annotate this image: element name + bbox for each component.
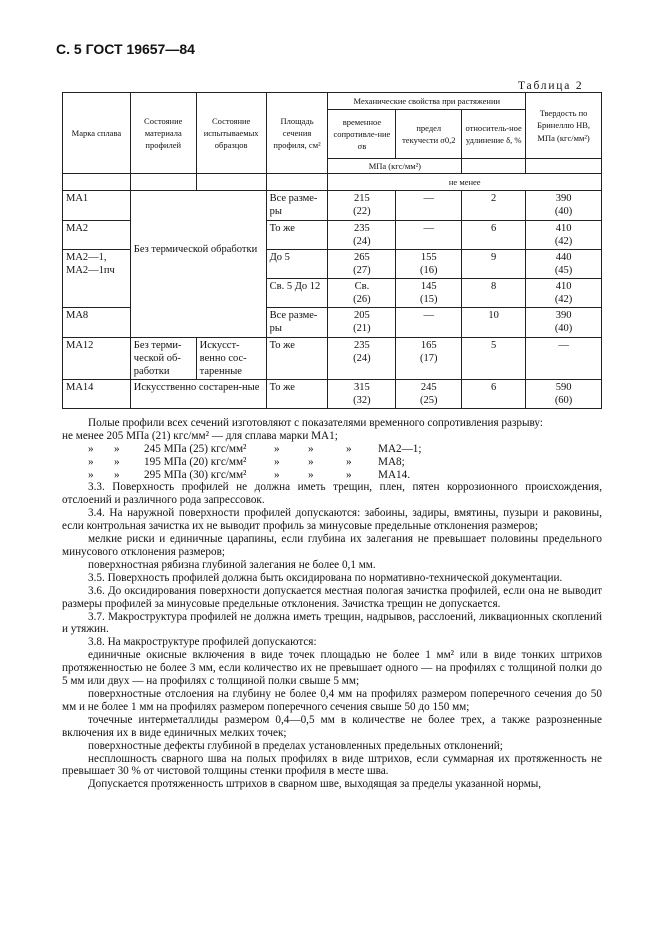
col-tensile-header: временное сопротивле-ние σв bbox=[328, 110, 396, 159]
cell-sample-state: Искусст-венно сос-таренные bbox=[196, 337, 266, 379]
cell-yield bbox=[396, 279, 462, 308]
hb-kgf: (42) bbox=[554, 294, 573, 306]
yield-mpa: 155 bbox=[420, 251, 437, 263]
cell-hardness bbox=[526, 249, 602, 278]
hollow-list bbox=[62, 443, 602, 482]
list-item bbox=[88, 456, 602, 469]
cell-grade: МА2 bbox=[63, 220, 131, 249]
paragraph: единичные окисные включения в виде точек площадью не более 1 мм² или в виде тонких штрихов протяженностью не более 3 мм, если количество их не превышает одного — на профилях с толщиной полки до 5 мм или двух — на профилях с толщиной полки свыше 5 мм; bbox=[62, 649, 602, 688]
spacer-cell bbox=[526, 159, 602, 174]
yield-mpa: 245 bbox=[420, 381, 437, 393]
cell-grade: МА1 bbox=[63, 191, 131, 220]
tensile-kgf: (24) bbox=[353, 352, 371, 364]
paragraph-3-3: 3.3. Поверхность профилей не должна иметь трещин, плен, пятен коррозионного происхождения, отслоений и различного рода запрессовок. bbox=[62, 481, 602, 507]
hb-mpa: 410 bbox=[555, 281, 572, 293]
paragraph: точечные интерметаллиды размером 0,4—0,5 мм в количестве не более трех, а также разрозненные включения их в виде единичных мелких точек; bbox=[62, 713, 602, 739]
cell-yield bbox=[396, 220, 462, 249]
cell-hardness bbox=[526, 379, 602, 408]
ditto-mark: » bbox=[88, 468, 94, 481]
tensile-mpa: 215 bbox=[354, 193, 370, 205]
tensile-kgf: (24) bbox=[353, 235, 371, 247]
col-area-header: Площадь сечения профиля, см² bbox=[266, 93, 328, 174]
table-caption: Таблица 2 bbox=[518, 80, 584, 92]
ditto-mark: » bbox=[114, 468, 120, 481]
paragraph: Допускается протяженность штрихов в сварном шве, выходящая за пределы указанной нормы, bbox=[88, 778, 542, 791]
yield-kgf: (17) bbox=[420, 352, 438, 364]
ditto-mark: » bbox=[274, 455, 280, 468]
col-yield-header: предел текучести σ0,2 bbox=[396, 110, 462, 159]
cell-tensile bbox=[328, 249, 396, 278]
ditto-mark: » bbox=[308, 442, 314, 455]
ditto-mark: » bbox=[114, 442, 120, 455]
cell-grade: МА12 bbox=[63, 337, 131, 379]
cell-yield bbox=[396, 308, 462, 337]
list-value: 195 МПа (20) кгс/мм² bbox=[144, 455, 247, 468]
cell-elong: 8 bbox=[462, 279, 526, 308]
list-item bbox=[88, 469, 602, 482]
yield-mpa: — bbox=[423, 193, 435, 205]
ditto-mark: » bbox=[346, 455, 352, 468]
cell-merged-state-ma14: Искусственно состарен-ные bbox=[130, 379, 266, 408]
ditto-mark: » bbox=[274, 442, 280, 455]
ditto-mark: » bbox=[346, 442, 352, 455]
hb-kgf: (42) bbox=[554, 235, 573, 247]
cell-hardness bbox=[526, 279, 602, 308]
tensile-kgf: (32) bbox=[353, 395, 371, 407]
tensile-mpa: 315 bbox=[354, 381, 370, 393]
ditto-mark: » bbox=[114, 455, 120, 468]
cell-elong: 2 bbox=[462, 191, 526, 220]
tensile-mpa: Св. bbox=[354, 281, 370, 293]
spacer-cell bbox=[462, 159, 526, 174]
hb-mpa: 440 bbox=[555, 251, 572, 263]
hb-kgf: (40) bbox=[554, 323, 573, 335]
hb-mpa: 410 bbox=[555, 222, 572, 234]
yield-mpa: — bbox=[423, 222, 435, 234]
yield-mpa: — bbox=[423, 310, 435, 322]
ditto-mark: » bbox=[346, 468, 352, 481]
tensile-kgf: (22) bbox=[353, 206, 371, 218]
cell-tensile bbox=[328, 279, 396, 308]
list-grade: МА8; bbox=[378, 455, 405, 468]
paragraph-3-8: 3.8. На макроструктуре профилей допускаются: bbox=[88, 636, 317, 649]
cell-area: То же bbox=[266, 220, 328, 249]
hb-mpa: — bbox=[558, 339, 569, 351]
list-grade: МА14. bbox=[378, 468, 411, 481]
ditto-mark: » bbox=[274, 468, 280, 481]
cell-elong: 6 bbox=[462, 379, 526, 408]
ditto-mark: » bbox=[308, 468, 314, 481]
cell-area: Все разме-ры bbox=[266, 308, 328, 337]
paragraph: поверхностные дефекты глубиной в пределах установленных предельных отклонений; bbox=[88, 739, 503, 752]
properties-table bbox=[62, 92, 602, 409]
paragraph-3-4: 3.4. На наружной поверхности профилей допускаются: забоины, задиры, вмятины, пузыри и раковины, если контрольная зачистка их не выводит профиль за минусовые предельные отклонения размеров; bbox=[62, 507, 602, 533]
table-row bbox=[63, 379, 602, 408]
paragraph-3-7: 3.7. Макроструктура профилей не должна иметь трещин, надрывов, расслоений, ликвационных скоплений и утяжин. bbox=[62, 610, 602, 636]
spacer-cell bbox=[266, 174, 328, 191]
cell-elong: 5 bbox=[462, 337, 526, 379]
cell-material-state: Без терми-ческой об-работки bbox=[130, 337, 196, 379]
paragraph: несплошность сварного шва на полых профилях в виде штрихов, если суммарная их протяженность не превышает 30 % от чистовой толщины стенки профиля в месте шва. bbox=[62, 752, 602, 778]
cell-area: До 5 bbox=[266, 249, 328, 278]
list-value: 295 МПа (30) кгс/мм² bbox=[144, 468, 247, 481]
ditto-mark: » bbox=[88, 455, 94, 468]
cell-yield bbox=[396, 379, 462, 408]
cell-tensile bbox=[328, 220, 396, 249]
cell-elong: 9 bbox=[462, 249, 526, 278]
paragraph: мелкие риски и единичные царапины, если глубина их залегания не превышает половины предельного минусового отклонения размеров; bbox=[62, 533, 602, 559]
cell-area: То же bbox=[266, 337, 328, 379]
paragraph: не менее 205 МПа (21) кгс/мм² — для сплава марки МА1; bbox=[62, 429, 338, 442]
cell-grade: МА8 bbox=[63, 308, 131, 337]
tensile-mpa: 265 bbox=[354, 251, 370, 263]
tensile-mpa: 235 bbox=[354, 339, 370, 351]
yield-kgf: (25) bbox=[420, 395, 438, 407]
tensile-kgf: (21) bbox=[353, 323, 371, 335]
col-grade-header: Марка сплава bbox=[63, 93, 131, 174]
spacer-cell bbox=[63, 174, 131, 191]
mech-group-header: Механические свойства при растяжении bbox=[328, 93, 526, 110]
page-header: С. 5 ГОСТ 19657—84 bbox=[56, 41, 195, 57]
cell-area: Все разме-ры bbox=[266, 191, 328, 220]
paragraph-3-6: 3.6. До оксидирования поверхности допускается местная пологая зачистка профилей, если она не выводит размеры профилей за минусовые предельные отклонения. Зачистка трещин не допускается. bbox=[62, 584, 602, 610]
spacer-cell bbox=[196, 174, 266, 191]
cell-grade: МА14 bbox=[63, 379, 131, 408]
table-row bbox=[63, 337, 602, 379]
tensile-kgf: (27) bbox=[353, 264, 371, 276]
cell-yield bbox=[396, 337, 462, 379]
yield-mpa: 165 bbox=[420, 339, 437, 351]
paragraph: поверхностные отслоения на глубину не более 0,4 мм на профилях размером поперечного сечения до 50 мм и не более 1 мм на профилях размером поперечного сечения свыше 50 до 150 мм; bbox=[62, 687, 602, 713]
paragraph-3-5: 3.5. Поверхность профилей должна быть оксидирована по нормативно-технической документации. bbox=[88, 571, 563, 584]
hb-mpa: 390 bbox=[555, 310, 572, 322]
cell-hardness bbox=[526, 308, 602, 337]
yield-kgf: (16) bbox=[420, 264, 438, 276]
body-text bbox=[62, 417, 602, 791]
units-header: МПа (кгс/мм²) bbox=[328, 159, 462, 174]
cell-hardness bbox=[526, 337, 602, 379]
yield-mpa: 145 bbox=[420, 281, 437, 293]
cell-area: Св. 5 До 12 bbox=[266, 279, 328, 308]
cell-hardness bbox=[526, 220, 602, 249]
list-value: 245 МПа (25) кгс/мм² bbox=[144, 442, 247, 455]
cell-grade: МА2—1, МА2—1пч bbox=[63, 249, 131, 308]
list-grade: МА2—1; bbox=[378, 442, 422, 455]
col-hardness-header: Твердость по Бринеллю НВ, МПа (кгс/мм²) bbox=[526, 93, 602, 159]
paragraph: Полые профили всех сечений изготовляют с показателями временного сопротивления разрыву: bbox=[88, 417, 543, 429]
hb-kgf: (60) bbox=[554, 395, 573, 407]
col-elong-header: относитель-ное удлинение δ, % bbox=[462, 110, 526, 159]
cell-area: То же bbox=[266, 379, 328, 408]
cell-tensile bbox=[328, 337, 396, 379]
tensile-mpa: 235 bbox=[354, 222, 370, 234]
cell-hardness bbox=[526, 191, 602, 220]
cell-tensile bbox=[328, 379, 396, 408]
table-row bbox=[63, 191, 602, 220]
list-item bbox=[88, 443, 602, 456]
ditto-mark: » bbox=[88, 442, 94, 455]
cell-tensile bbox=[328, 191, 396, 220]
cell-tensile bbox=[328, 308, 396, 337]
spacer-cell bbox=[130, 174, 196, 191]
col-material-state-header: Состояние материала профилей bbox=[130, 93, 196, 174]
cell-merged-state: Без термической обработки bbox=[130, 191, 266, 337]
hb-mpa: 390 bbox=[555, 193, 572, 205]
yield-kgf: (15) bbox=[420, 294, 438, 306]
hb-kgf: (45) bbox=[554, 264, 573, 276]
tensile-mpa: 205 bbox=[354, 310, 370, 322]
tensile-kgf: (26) bbox=[353, 294, 371, 306]
cell-elong: 6 bbox=[462, 220, 526, 249]
cell-yield bbox=[396, 249, 462, 278]
min-note-header: не менее bbox=[328, 174, 602, 191]
cell-yield bbox=[396, 191, 462, 220]
cell-elong: 10 bbox=[462, 308, 526, 337]
ditto-mark: » bbox=[308, 455, 314, 468]
paragraph: поверхностная рябизна глубиной залегания не более 0,1 мм. bbox=[88, 558, 376, 571]
hb-kgf: (40) bbox=[554, 206, 573, 218]
col-sample-state-header: Состояние испытываемых образцов bbox=[196, 93, 266, 174]
hb-mpa: 590 bbox=[555, 381, 572, 393]
